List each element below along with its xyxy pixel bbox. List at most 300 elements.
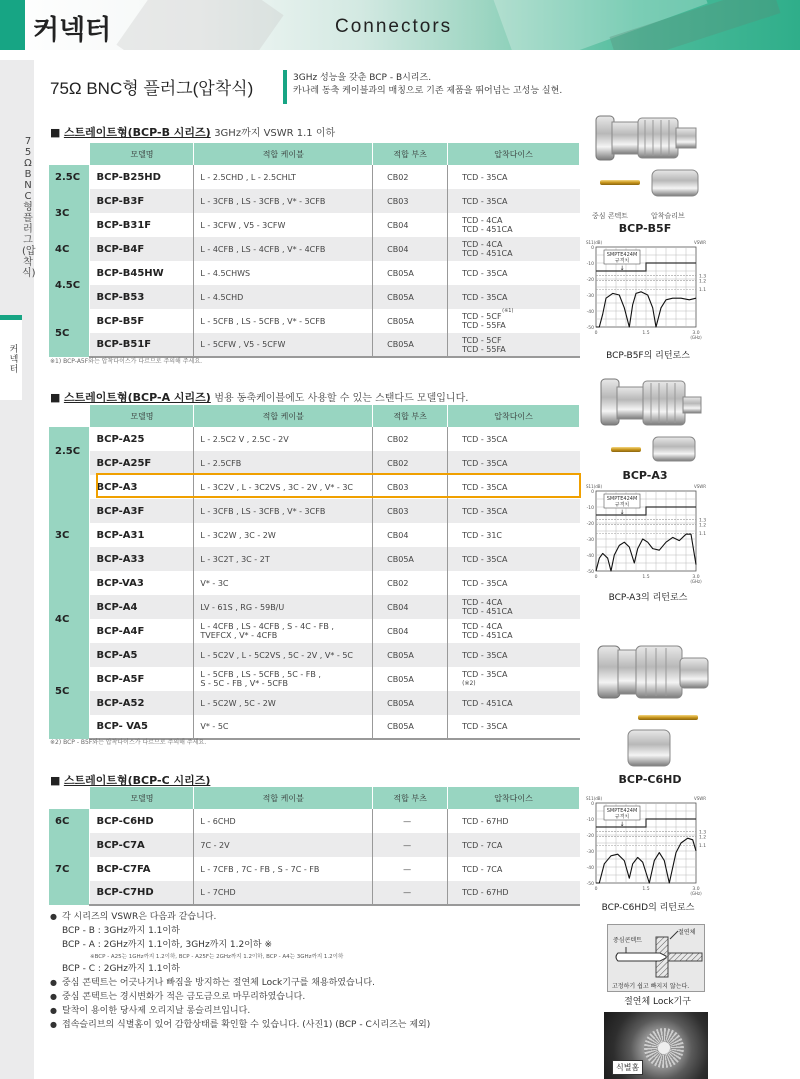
x-tick-label: 1.5 bbox=[642, 331, 650, 336]
model-name: BCP-B31F bbox=[90, 213, 194, 237]
cable-line: L - 3C2T , 3C - 2T bbox=[200, 554, 270, 564]
cable-line: S - 5C - FB , V* - 5CFB bbox=[200, 679, 289, 688]
compatible-boot: CB05A bbox=[373, 667, 448, 691]
header-cell: 모델명 bbox=[90, 405, 194, 427]
die-line: TCD - 31C bbox=[462, 530, 503, 540]
x-tick-label: 0 bbox=[594, 887, 598, 892]
cable-size: 4.5C bbox=[49, 261, 90, 309]
model-name: BCP-C7HD bbox=[90, 881, 194, 905]
model-name: BCP-B53 bbox=[90, 285, 194, 309]
compatible-cable bbox=[194, 261, 373, 285]
model-name: BCP-A31 bbox=[90, 523, 194, 547]
table-row[interactable] bbox=[49, 427, 580, 451]
compatible-cable bbox=[194, 213, 373, 237]
table-row[interactable] bbox=[49, 881, 580, 905]
cable-line: L - 5C2W , 5C - 2W bbox=[200, 698, 276, 708]
table-row[interactable] bbox=[49, 165, 580, 189]
die-line: TCD - 55FA bbox=[462, 344, 506, 354]
crimp-die bbox=[448, 881, 580, 905]
cable-size: 7C bbox=[49, 833, 90, 905]
table-row[interactable] bbox=[49, 571, 580, 595]
vswr-line: BCP - B : 3GHz까지 1.1이하 bbox=[62, 926, 180, 936]
compatible-cable bbox=[194, 857, 373, 881]
die-line: TCD - 35CA bbox=[462, 292, 508, 302]
crimp-die bbox=[448, 595, 580, 619]
cable-line: L - 5CFB , LS - 5CFB , V* - 5CFB bbox=[200, 316, 326, 326]
section-title: 스트레이트형(BCP-A 시리즈) bbox=[63, 391, 211, 404]
die-line: TCD - 35CA bbox=[462, 670, 508, 679]
cable-line: L - 3CFB , LS - 3CFB , V* - 3CFB bbox=[200, 506, 326, 516]
die-line: TCD - 67HD bbox=[462, 888, 509, 897]
cable-line: L - 4CFB , LS - 4CFB , S - 4C - FB , bbox=[200, 622, 334, 631]
die-line: TCD - 55FA bbox=[462, 321, 506, 330]
vswr-tick-label: 1.3 bbox=[699, 274, 707, 280]
crimp-die bbox=[448, 165, 580, 189]
compatible-boot: CB05A bbox=[373, 333, 448, 357]
model-name: BCP-B45HW bbox=[90, 261, 194, 285]
y2-axis-label: VSWR bbox=[694, 484, 707, 489]
side-tab-label[interactable]: 커넥터 bbox=[9, 345, 19, 375]
table-row[interactable] bbox=[49, 285, 580, 309]
cable-line: L - 4.5CHWS bbox=[200, 268, 251, 278]
table-row[interactable] bbox=[49, 619, 580, 643]
cable-size: 4C bbox=[49, 595, 90, 643]
label-center-contact: 중심 콘텍트 bbox=[592, 212, 629, 220]
cable-line: V* - 3C bbox=[200, 578, 229, 588]
lock-caption: 절연체 Lock기구 bbox=[624, 997, 691, 1007]
cable-line: LV - 61S , RG - 59B/U bbox=[200, 602, 285, 612]
return-loss-chart-b5f bbox=[582, 237, 712, 352]
model-name: BCP-A3 bbox=[90, 475, 194, 499]
table-row[interactable] bbox=[49, 643, 580, 667]
compatible-boot: CB04 bbox=[373, 237, 448, 261]
section-title: 스트레이트형(BCP-B 시리즈) bbox=[63, 126, 211, 139]
section-heading-a: ■ 스트레이트형(BCP-A 시리즈) 범용 동축케이블에도 사용할 수 있는 스탠다드 모델입니다. bbox=[50, 391, 469, 404]
bcp-c6hd-image bbox=[592, 640, 712, 768]
model-name: BCP-VA3 bbox=[90, 571, 194, 595]
side-index bbox=[0, 60, 34, 1079]
vswr-line: BCP - C : 2GHz까지 1.1이하 bbox=[62, 964, 180, 974]
compatible-boot: CB02 bbox=[373, 571, 448, 595]
table-row[interactable] bbox=[49, 309, 580, 333]
compatible-cable bbox=[194, 881, 373, 905]
bcp-a3-image bbox=[595, 375, 705, 465]
compatible-boot: — bbox=[373, 857, 448, 881]
chart-title: BCP-C6HD의 리턴로스 bbox=[601, 903, 695, 913]
feature-item: ● 각 시리즈의 VSWR은 다음과 같습니다. bbox=[50, 910, 430, 924]
crimp-die bbox=[448, 427, 580, 451]
cable-line: V* - 5C bbox=[200, 722, 229, 731]
cable-line: L - 6CHD bbox=[200, 816, 236, 826]
header-cell-blank bbox=[49, 143, 90, 165]
vswr-note: ※BCP - A25는 1GHz까지 1.2이하, BCP - A25F는 2GHz까지 1.2이하, BCP - A4는 3GHz까지 1.2이하 bbox=[90, 954, 344, 960]
table-row[interactable] bbox=[49, 547, 580, 571]
vswr-tick-label: 1.1 bbox=[699, 844, 707, 850]
cable-size: 2.5C bbox=[49, 427, 90, 475]
model-name: BCP- VA5 bbox=[90, 715, 194, 739]
feature-item: ● 중심 콘텍트는 경시변화가 적은 금도금으로 마무리하였습니다. bbox=[50, 990, 430, 1004]
y-tick-label: -50 bbox=[586, 570, 594, 575]
compatible-cable bbox=[194, 427, 373, 451]
crimp-die bbox=[448, 499, 580, 523]
spec-box-text: SMPTE424M bbox=[606, 808, 638, 814]
lock-label-insulator: 절연체 bbox=[678, 929, 696, 936]
table-row[interactable] bbox=[49, 237, 580, 261]
table-row[interactable] bbox=[49, 595, 580, 619]
crimp-die bbox=[448, 715, 580, 739]
identification-groove-photo bbox=[604, 1012, 708, 1079]
die-line: TCD - 7CA bbox=[462, 840, 503, 850]
header-title-ko: 커넥터 bbox=[33, 15, 112, 46]
lock-diagram bbox=[607, 924, 705, 992]
y2-axis-label: VSWR bbox=[694, 240, 707, 245]
header-accent-stripe bbox=[0, 0, 25, 50]
crimp-die bbox=[448, 213, 580, 237]
model-name: BCP-C6HD bbox=[90, 809, 194, 833]
y-tick-label: -30 bbox=[586, 294, 594, 299]
compatible-cable bbox=[194, 571, 373, 595]
y-tick-label: -40 bbox=[586, 310, 594, 315]
compatible-boot: CB02 bbox=[373, 427, 448, 451]
die-line: TCD - 35CA bbox=[462, 578, 508, 588]
crimp-die bbox=[448, 523, 580, 547]
cable-line: L - 3CFW , V5 - 3CFW bbox=[200, 220, 286, 230]
y-tick-label: -50 bbox=[586, 326, 594, 331]
y-tick-label: -10 bbox=[586, 506, 594, 511]
header-cell: 적합 부츠 bbox=[373, 787, 448, 809]
model-name: BCP-C7A bbox=[90, 833, 194, 857]
crimp-die bbox=[448, 547, 580, 571]
compatible-cable bbox=[194, 809, 373, 833]
cable-size: 5C bbox=[49, 643, 90, 739]
compatible-boot: CB04 bbox=[373, 523, 448, 547]
table-row[interactable] bbox=[49, 715, 580, 739]
table-row[interactable] bbox=[49, 261, 580, 285]
header-cell: 적합 부츠 bbox=[373, 143, 448, 165]
x-axis-label: (GHz) bbox=[690, 335, 702, 340]
compatible-cable bbox=[194, 595, 373, 619]
header-cell: 압착다이스 bbox=[448, 143, 580, 165]
footnote-1: ※1) BCP-A5F와는 압착다이스가 다르므로 주의해 주세요. bbox=[50, 358, 203, 365]
table-row[interactable] bbox=[49, 213, 580, 237]
x-tick-label: 0 bbox=[594, 331, 598, 336]
header-cell: 적합 케이블 bbox=[194, 787, 373, 809]
x-tick-label: 3.0 bbox=[692, 575, 700, 580]
return-loss-chart-c6hd bbox=[582, 793, 712, 908]
y-axis-label: S11(dB) bbox=[586, 240, 603, 245]
header-cell-blank bbox=[49, 787, 90, 809]
compatible-cable bbox=[194, 833, 373, 857]
y-axis-label: S11(dB) bbox=[586, 796, 603, 801]
cable-line: L - 2.5CHD , L - 2.5CHLT bbox=[200, 172, 296, 182]
compatible-cable bbox=[194, 189, 373, 213]
model-name: BCP-A25 bbox=[90, 427, 194, 451]
footnote-mark: (※1) bbox=[502, 308, 514, 314]
cable-line: TVEFCX , V* - 4CFB bbox=[200, 631, 278, 640]
compatible-cable bbox=[194, 285, 373, 309]
cable-line: L - 4.5CHD bbox=[200, 292, 244, 302]
cable-size: 6C bbox=[49, 809, 90, 833]
page-description bbox=[293, 72, 562, 98]
compatible-boot: CB02 bbox=[373, 165, 448, 189]
compatible-boot: — bbox=[373, 881, 448, 905]
crimp-die bbox=[448, 691, 580, 715]
die-line: TCD - 35CA bbox=[462, 650, 508, 660]
lock-note: 고정하기 쉽고 빠지지 않는다. bbox=[612, 983, 690, 990]
cable-size: 3C bbox=[49, 189, 90, 237]
x-tick-label: 1.5 bbox=[642, 575, 650, 580]
x-tick-label: 3.0 bbox=[692, 331, 700, 336]
table-row[interactable] bbox=[49, 809, 580, 833]
compatible-boot: CB04 bbox=[373, 619, 448, 643]
crimp-die bbox=[448, 619, 580, 643]
y-tick-label: 0 bbox=[591, 490, 594, 495]
model-name: BCP-B3F bbox=[90, 189, 194, 213]
y2-axis-label: VSWR bbox=[694, 796, 707, 801]
side-index-title: 75Ω BNC형 플러그(압착식) bbox=[22, 136, 36, 279]
die-line: TCD - 451CA bbox=[462, 607, 513, 616]
compatible-boot: CB03 bbox=[373, 499, 448, 523]
die-line: TCD - 451CA bbox=[462, 698, 513, 708]
compatible-cable bbox=[194, 309, 373, 333]
header-cell: 압착다이스 bbox=[448, 405, 580, 427]
table-row[interactable] bbox=[49, 667, 580, 691]
compatible-boot: CB04 bbox=[373, 595, 448, 619]
y-tick-label: -20 bbox=[586, 834, 594, 839]
bcp-b5f-image bbox=[590, 110, 700, 205]
compatible-boot: CB05A bbox=[373, 547, 448, 571]
compatible-boot: CB05A bbox=[373, 715, 448, 739]
crimp-die bbox=[448, 643, 580, 667]
spec-table-b bbox=[49, 143, 580, 358]
table-row[interactable] bbox=[49, 691, 580, 715]
chart-title: BCP-B5F의 리턴로스 bbox=[606, 351, 690, 361]
y-tick-label: -20 bbox=[586, 522, 594, 527]
description-line: 3GHz 성능을 갖춘 BCP - B시리즈. bbox=[293, 73, 432, 83]
section-title: 스트레이트형(BCP-C 시리즈) bbox=[63, 774, 211, 787]
arrow-down-icon: ↓ bbox=[619, 509, 625, 516]
model-name: BCP-A4F bbox=[90, 619, 194, 643]
crimp-die bbox=[448, 237, 580, 261]
table-header-row bbox=[49, 405, 580, 427]
table-row[interactable] bbox=[49, 189, 580, 213]
cable-size: 3C bbox=[49, 475, 90, 595]
y-tick-label: -20 bbox=[586, 278, 594, 283]
return-loss-chart-a3 bbox=[582, 481, 712, 596]
table-header-row bbox=[49, 787, 580, 809]
cable-size: 4C bbox=[49, 237, 90, 261]
footnote-2: ※2) BCP - B5F와는 압착다이스가 다르므로 주의해 주세요. bbox=[50, 739, 207, 746]
crimp-die bbox=[448, 261, 580, 285]
vswr-tick-label: 1.2 bbox=[699, 279, 707, 285]
compatible-boot: CB03 bbox=[373, 189, 448, 213]
spec-box-text: 규격치 bbox=[614, 258, 630, 264]
lock-label-contact: 중심콘텍트 bbox=[613, 937, 642, 944]
model-name: BCP-B5F bbox=[90, 309, 194, 333]
model-name: BCP-A25F bbox=[90, 451, 194, 475]
x-tick-label: 1.5 bbox=[642, 887, 650, 892]
arrow-down-icon: ↓ bbox=[619, 821, 625, 828]
y-tick-label: 0 bbox=[591, 802, 594, 807]
model-name: BCP-A33 bbox=[90, 547, 194, 571]
y-tick-label: -30 bbox=[586, 850, 594, 855]
page-title: 75Ω BNC형 플러그(압착식) bbox=[50, 79, 254, 98]
crimp-die bbox=[448, 333, 580, 357]
crimp-die bbox=[448, 451, 580, 475]
x-tick-label: 0 bbox=[594, 575, 598, 580]
bcp-b5f-caption: BCP-B5F bbox=[618, 222, 672, 235]
die-line: TCD - 451CA bbox=[462, 631, 513, 640]
spec-box-text: SMPTE424M bbox=[606, 496, 638, 502]
crimp-die bbox=[448, 833, 580, 857]
x-axis-label: (GHz) bbox=[690, 891, 702, 896]
die-line: TCD - 67HD bbox=[462, 816, 509, 826]
y-tick-label: -30 bbox=[586, 538, 594, 543]
vswr-tick-label: 1.3 bbox=[699, 518, 707, 524]
table-row[interactable] bbox=[49, 833, 580, 857]
die-line: TCD - 35CA bbox=[462, 482, 508, 492]
compatible-boot: CB02 bbox=[373, 451, 448, 475]
compatible-boot: CB03 bbox=[373, 475, 448, 499]
crimp-die bbox=[448, 809, 580, 833]
compatible-cable bbox=[194, 333, 373, 357]
arrow-down-icon: ↓ bbox=[619, 265, 625, 272]
compatible-boot: — bbox=[373, 809, 448, 833]
model-name: BCP-A52 bbox=[90, 691, 194, 715]
die-line: TCD - 4CA bbox=[462, 598, 503, 607]
table-row[interactable] bbox=[49, 499, 580, 523]
crimp-die bbox=[448, 667, 580, 691]
spec-box-text: 규격치 bbox=[614, 814, 630, 820]
page-header bbox=[0, 0, 800, 50]
bcp-c6hd-caption: BCP-C6HD bbox=[618, 773, 682, 786]
compatible-cable bbox=[194, 691, 373, 715]
bcp-a3-caption: BCP-A3 bbox=[622, 469, 668, 482]
model-name: BCP-B25HD bbox=[90, 165, 194, 189]
header-title-en: Connectors bbox=[335, 16, 453, 37]
vswr-tick-label: 1.2 bbox=[699, 523, 707, 529]
table-header-row bbox=[49, 143, 580, 165]
vswr-tick-label: 1.3 bbox=[699, 830, 707, 836]
label-crimp-sleeve: 압착슬리브 bbox=[651, 212, 685, 220]
cable-line: L - 5CFW , V5 - 5CFW bbox=[200, 340, 286, 349]
header-cell: 압착다이스 bbox=[448, 787, 580, 809]
die-line: (※2) bbox=[462, 680, 476, 687]
model-name: BCP-A5 bbox=[90, 643, 194, 667]
die-line: TCD - 35CA bbox=[462, 554, 508, 564]
feature-item: ● 탈착이 용이한 당사제 오리지날 롱슬리브입니다. bbox=[50, 1004, 430, 1018]
cable-size: 2.5C bbox=[49, 165, 90, 189]
model-name: BCP-C7FA bbox=[90, 857, 194, 881]
die-line: TCD - 4CA bbox=[462, 216, 503, 225]
model-name: BCP-A5F bbox=[90, 667, 194, 691]
table-row[interactable] bbox=[49, 333, 580, 357]
compatible-boot: CB04 bbox=[373, 213, 448, 237]
feature-list bbox=[50, 910, 430, 1032]
vswr-tick-label: 1.2 bbox=[699, 835, 707, 841]
cable-line: L - 3C2W , 3C - 2W bbox=[200, 530, 276, 540]
table-row[interactable] bbox=[49, 451, 580, 475]
cable-line: L - 5CFB , LS - 5CFB , 5C - FB , bbox=[200, 670, 321, 679]
vswr-tick-label: 1.1 bbox=[699, 532, 707, 538]
cable-line: L - 3C2V , L - 3C2VS , 3C - 2V , V* - 3C bbox=[200, 482, 354, 492]
die-line: TCD - 451CA bbox=[462, 225, 513, 234]
crimp-die bbox=[448, 571, 580, 595]
crimp-die bbox=[448, 189, 580, 213]
cable-line: 7C - 2V bbox=[200, 840, 230, 850]
compatible-cable bbox=[194, 499, 373, 523]
x-axis-label: (GHz) bbox=[690, 579, 702, 584]
model-name: BCP-B51F bbox=[90, 333, 194, 357]
table-row[interactable] bbox=[49, 857, 580, 881]
feature-item: ● 중심 콘텍트는 어긋나거나 빠짐을 방지하는 절연체 Lock기구를 채용하였습니다. bbox=[50, 976, 430, 990]
compatible-cable bbox=[194, 547, 373, 571]
x-tick-label: 3.0 bbox=[692, 887, 700, 892]
cable-line: L - 2.5CFB bbox=[200, 458, 242, 468]
die-line: TCD - 4CA bbox=[462, 622, 503, 631]
model-name: BCP-B4F bbox=[90, 237, 194, 261]
feature-item: ● 접속슬리브의 식별홈이 있어 감합상태를 확인할 수 있습니다. (사진1) (BCP - C시리즈는 제외) bbox=[50, 1018, 430, 1032]
header-cell: 적합 케이블 bbox=[194, 405, 373, 427]
description-line: 카나레 동축 케이블과의 매칭으로 기존 제품을 뛰어넘는 고성능 실현. bbox=[293, 86, 563, 96]
model-name: BCP-A4 bbox=[90, 595, 194, 619]
model-name: BCP-A3F bbox=[90, 499, 194, 523]
cable-line: L - 4CFB , LS - 4CFB , V* - 4CFB bbox=[200, 244, 326, 254]
spec-table-a bbox=[49, 405, 580, 740]
header-cell: 적합 부츠 bbox=[373, 405, 448, 427]
section-heading-c: ■ 스트레이트형(BCP-C 시리즈) bbox=[50, 774, 211, 787]
compatible-cable bbox=[194, 237, 373, 261]
groove-label: 식별홈 bbox=[612, 1060, 643, 1075]
crimp-die bbox=[448, 857, 580, 881]
title-divider bbox=[283, 70, 287, 104]
y-tick-label: -10 bbox=[586, 262, 594, 267]
header-cell-blank bbox=[49, 405, 90, 427]
compatible-cable bbox=[194, 451, 373, 475]
compatible-cable bbox=[194, 619, 373, 643]
spec-box-text: SMPTE424M bbox=[606, 252, 638, 258]
spec-box-text: 규격치 bbox=[614, 502, 630, 508]
y-tick-label: 0 bbox=[591, 246, 594, 251]
compatible-cable bbox=[194, 715, 373, 739]
die-line: TCD - 4CA bbox=[462, 240, 503, 249]
sleeve-center bbox=[658, 1042, 670, 1054]
y-tick-label: -10 bbox=[586, 818, 594, 823]
header-cell: 적합 케이블 bbox=[194, 143, 373, 165]
cable-size: 5C bbox=[49, 309, 90, 357]
compatible-cable bbox=[194, 523, 373, 547]
cable-line: L - 3CFB , LS - 3CFB , V* - 3CFB bbox=[200, 196, 326, 206]
die-line: TCD - 35CA bbox=[462, 458, 508, 468]
cable-line: L - 2.5C2 V , 2.5C - 2V bbox=[200, 434, 289, 444]
y-tick-label: -40 bbox=[586, 554, 594, 559]
compatible-boot: CB05A bbox=[373, 691, 448, 715]
chart-title: BCP-A3의 리턴로스 bbox=[608, 593, 688, 603]
y-tick-label: -50 bbox=[586, 882, 594, 887]
section-subtitle: 3GHz까지 VSWR 1.1 이하 bbox=[214, 128, 336, 139]
vswr-tick-label: 1.1 bbox=[699, 288, 707, 294]
table-row[interactable] bbox=[49, 523, 580, 547]
compatible-boot: — bbox=[373, 833, 448, 857]
compatible-boot: CB05A bbox=[373, 261, 448, 285]
crimp-die bbox=[448, 309, 580, 333]
compatible-boot: CB05A bbox=[373, 285, 448, 309]
die-line: TCD - 35CA bbox=[462, 722, 508, 731]
die-line: TCD - 451CA bbox=[462, 249, 513, 258]
crimp-die bbox=[448, 285, 580, 309]
die-line: TCD - 7CA bbox=[462, 864, 503, 874]
section-subtitle: 범용 동축케이블에도 사용할 수 있는 스탠다드 모델입니다. bbox=[214, 393, 469, 404]
